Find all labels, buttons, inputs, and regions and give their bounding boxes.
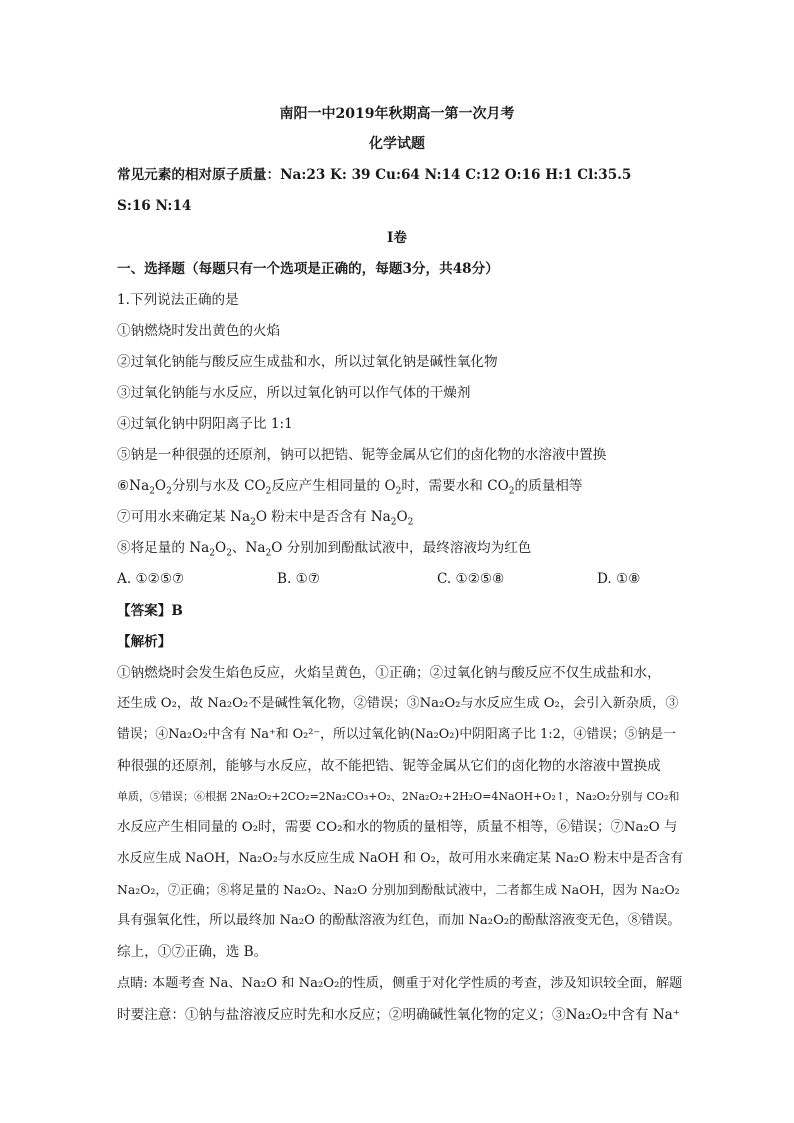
tips-line-2: 时要注意：①钠与盐溶液反应时先和水反应；②明确碱性氧化物的定义；③Na₂O₂中含有 Na⁺ xyxy=(117,1007,680,1023)
option-d: D. ①⑧ xyxy=(597,571,641,587)
atomic-masses-line-2: S:16 N:14 xyxy=(117,198,192,214)
statement-3: ③过氧化钠能与水反应，所以过氧化钠可以作气体的干燥剂 xyxy=(117,385,471,401)
analysis-line-3: 错误；④Na₂O₂中含有 Na⁺和 O₂²⁻，所以过氧化钠(Na₂O₂)中阴阳离子比 1:2，④错误；⑤钠是一 xyxy=(117,727,676,742)
analysis-line-9: 具有强氧化性，所以最终加 Na₂O 的酚酞溶液为红色，而加 Na₂O₂的酚酞溶液变无色，⑧错误。 xyxy=(117,913,681,928)
analysis-line-6: 水反应产生相同量的 O₂时，需要 CO₂和水的物质的量相等，质量不相等，⑥错误；⑦Na₂O 与 xyxy=(117,820,678,835)
statement-8: ⑧将足量的 $Na_2O_2$、$Na_2O$ 分别加到酚酞试液中，最终溶液均为红色 xyxy=(117,540,532,559)
analysis-line-4: 种很强的还原剂，能够与水反应，故不能把锆、铌等金属从它们的卤化物的水溶液中置换成 xyxy=(117,758,661,774)
analysis-line-5: 单质，⑤错误；⑥根据 2Na₂O₂+2CO₂=2Na₂CO₃+O₂、2Na₂O₂+2H₂O=4NaOH+O₂↑，Na₂O₂分别与 CO₂和 xyxy=(117,790,680,803)
statement-1: ①钠燃烧时发出黄色的火焰 xyxy=(117,323,281,339)
subject-title: 化学试题 xyxy=(369,136,425,152)
option-c: C. ①②⑤⑧ xyxy=(437,571,505,587)
section-label: I卷 xyxy=(387,230,407,246)
answer-label: 【答案】B xyxy=(117,603,183,619)
question-stem: 1.下列说法正确的是 xyxy=(117,292,239,308)
statement-2: ②过氧化钠能与酸反应生成盐和水，所以过氧化钠是碱性氧化物 xyxy=(117,354,498,370)
analysis-line-10: 综上，①⑦正确，选 B。 xyxy=(117,944,268,960)
exam-title: 南阳一中2019年秋期高一第一次月考 xyxy=(279,106,515,122)
statement-7: ⑦可用水来确定某 $Na_2O$ 粉末中是否含有 $Na_2O_2$ xyxy=(117,509,414,528)
analysis-line-2: 还生成 O₂，故 Na₂O₂不是碱性氧化物，②错误；③Na₂O₂与水反应生成 O₂，会引入新杂质，③ xyxy=(117,696,679,711)
atomic-masses-line-1: 常见元素的相对原子质量：Na:23 K: 39 Cu:64 N:14 C:12 O:16 H:1 Cl:35.5 xyxy=(117,167,632,183)
part-heading: 一、选择题（每题只有一个选项是正确的，每题3分，共48分） xyxy=(117,261,499,277)
tips-line-1: 点睛: 本题考查 Na、Na₂O 和 Na₂O₂的性质，侧重于对化学性质的考查，涉及知识较全面，解题 xyxy=(117,976,683,991)
analysis-line-1: ①钠燃烧时会发生焰色反应，火焰呈黄色，①正确；②过氧化钠与酸反应不仅生成盐和水， xyxy=(117,665,661,681)
option-a: A. ①②⑤⑦ xyxy=(117,571,185,587)
analysis-label: 【解析】 xyxy=(117,634,172,650)
statement-6: $⑥Na_2O_2$分别与水及 $CO_2$反应产生相同量的 $O_2$时，需要水和 $CO_2$的质量相等 xyxy=(117,478,583,497)
answer-options xyxy=(117,569,684,589)
statement-4: ④过氧化钠中阴阳离子比 1:1 xyxy=(117,416,293,432)
analysis-line-7: 水反应生成 NaOH，Na₂O₂与水反应生成 NaOH 和 O₂，故可用水来确定某 Na₂O 粉末中是否含有 xyxy=(117,851,684,866)
statement-5: ⑤钠是一种很强的还原剂，钠可以把锆、铌等金属从它们的卤化物的水溶液中置换 xyxy=(117,447,607,463)
option-b: B. ①⑦ xyxy=(277,571,321,587)
analysis-line-8: Na₂O₂，⑦正确；⑧将足量的 Na₂O₂、Na₂O 分别加到酚酞试液中，二者都生成 NaOH，因为 Na₂O₂ xyxy=(117,882,680,897)
